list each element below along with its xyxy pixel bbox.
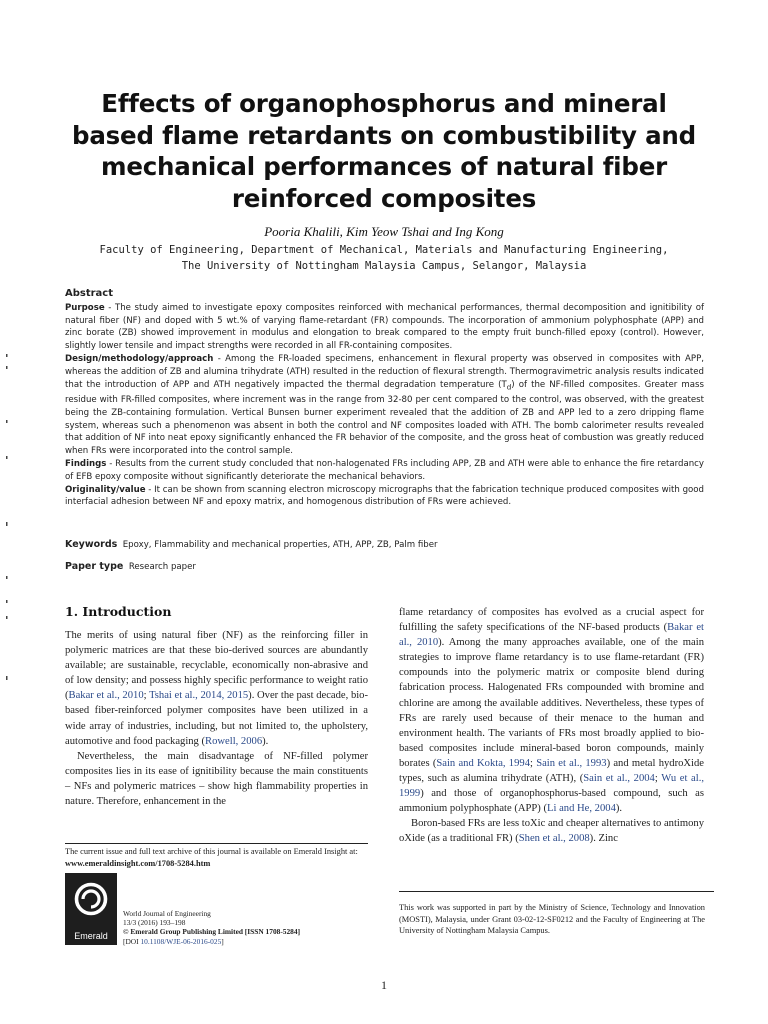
design-subscript: d [506, 382, 512, 392]
funding-note: This work was supported in part by the Ministry of Science, Technology and Innovation (MOSTI), Malaysia, under Grant 03-02-12-SF0212 and the Faculty of Engineering at The University of Nottingham Malaysia Campus. [399, 903, 705, 935]
doi-prefix: [DOI [123, 936, 141, 946]
paper-type-label: Paper type [65, 561, 124, 572]
citation-link[interactable]: Li and He, 2004 [547, 803, 616, 815]
affiliation-line-2: The University of Nottingham Malaysia Campus, Selangor, Malaysia [181, 260, 587, 272]
right-column [399, 605, 704, 847]
paper-title: Effects of organophosphorus and mineral based flame retardants on combustibility and mechanical performances of natural fiber reinforced composites [72, 89, 696, 213]
affiliation [0, 242, 768, 274]
abstract-design [65, 353, 704, 458]
originality-text: - It can be shown from scanning electron microscopy micrographs that the fabrication technique produced composites with good interfacial adhesion between NF and epoxy matrix, and homogenous distribution of FRs were achieved. [65, 484, 704, 508]
originality-label: Originality/value [65, 484, 146, 495]
abstract-heading: Abstract [65, 288, 114, 299]
intro-paragraph-4 [399, 816, 704, 846]
left-column [65, 628, 368, 809]
findings-label: Findings [65, 459, 107, 470]
journal-info [123, 909, 300, 946]
intro-paragraph-1 [65, 628, 368, 749]
paper-type [65, 561, 196, 572]
citation-link[interactable]: Sain et al., 1993 [536, 757, 607, 769]
purpose-text: - The study aimed to investigate epoxy composites reinforced with mechanical performances, thermal decomposition and ignitibility of natural fiber (NF) and doped with 5 wt.% of varying flame-retardant (FR) compounds. The incorporation of ammonium polyphosphate (APP) and zinc borate (ZB) showed improvement in modulus and elongation to break compared to the empty fruit bunch-filled epoxy (control). However, slightly lower tensile and impact strengths were recorded in all FR-containing composites. [65, 302, 704, 352]
intro-paragraph-2: Nevertheless, the main disadvantage of NF-filled polymer composites lies in its ease of ignitibility because the main constituents – NFs and polymeric matrices – show high flammability properties in nature. Therefore, enhancement in the [65, 750, 368, 808]
design-label: Design/methodology/approach [65, 353, 214, 364]
abstract-originality [65, 484, 704, 510]
publisher-line: © Emerald Group Publishing Limited [ISSN 1708-5284] [123, 927, 301, 937]
text-run: The merits of using natural fiber (NF) as the reinforcing filler in polymeric matrices are that these bio-derived sources are abundantly available; are sustainable, recyclable, economically non-abrasive and of low density; and possess highly specific performance to weight ratio ( [65, 630, 368, 702]
affiliation-line-1: Faculty of Engineering, Department of Mechanical, Materials and Manufacturing Engineering, [99, 244, 669, 256]
section-heading: 1. Introduction [65, 604, 172, 619]
emerald-logo-mark-icon [73, 880, 109, 918]
purpose-label: Purpose [65, 302, 105, 313]
journal-name: World Journal of Engineering [123, 909, 211, 918]
keywords [65, 539, 705, 550]
text-run: ) and those of organophosphorus-based compound, such as ammonium polyphosphate (APP) ( [399, 788, 704, 815]
journal-volume: 13/3 (2016) 193–198 [123, 918, 186, 928]
citation-link[interactable]: Shen et al., 2008 [518, 833, 590, 845]
findings-text: - Results from the current study concluded that non-halogenated FRs including APP, ZB and ATH were able to enhance the fire retardancy of EFB epoxy composite without significantly deteriorate the mechanical behaviors. [65, 459, 704, 482]
abstract-block [65, 288, 704, 509]
doi-suffix: ] [221, 936, 224, 946]
paper-authors: Pooria Khalili, Kim Yeow Tshai and Ing Kong [264, 224, 504, 239]
footnote-rule-right [399, 891, 714, 892]
text-run: ). Over the past decade, bio-based fiber-reinforced polymer composites have been utilized in a wide array of industries, including, but not limited to, the upholstery, automotive and food packaging ( [65, 690, 369, 747]
keywords-label: Keywords [65, 539, 118, 550]
scan-edge-marks [5, 354, 10, 694]
text-run: ) and metal hydroXide types, such as alumina trihydrate (ATH), ( [399, 757, 704, 785]
text-run: ). Zinc [589, 833, 618, 845]
design-text-2: ) of the NF-filled composites. Greater mass residue with FR-filled composites, where increment was in the range from 32-80 per cent compared to the control, was observed, with the greatest being the ZB-containing formulation. Vertical Bunsen burner experiment revealed that the addition of ZB and APP led to a zero dripping flame system, whereas such a phenomenon was absent in both the control and NF composites loaded with ATH. The bomb calorimeter results revealed that addition of NF into neat epoxy significantly enhanced the FR behavior of the composite, and the gross heat of combustion was greatly reduced when FRs were incorporated into the control sample. [65, 379, 704, 457]
text-run: ). [615, 803, 623, 815]
text-run: ; [530, 757, 537, 769]
citation-link[interactable]: Wu et al., 1999 [399, 773, 705, 800]
text-run: ; [143, 690, 150, 702]
text-run: flame retardancy of composites has evolved as a crucial aspect for fulfilling the safety specifications of the NF-based products ( [399, 607, 704, 634]
footnote-rule-left [65, 843, 368, 844]
paper-type-text: Research paper [128, 562, 196, 572]
page-number: 1 [381, 978, 387, 992]
abstract-purpose [65, 302, 704, 353]
intro-paragraph-3 [399, 605, 704, 816]
emerald-logo-text: Emerald [74, 931, 108, 941]
citation-link[interactable]: Rowell, 2006 [205, 735, 263, 747]
text-run: ). Among the many approaches available, one of the main strategies to improve flame retardancy is to use flame-retardant (FR) compounds into the polymeric matrix or composite blend during fabrication process. Halogenated FRs compounded with bromine and chlorine are among the available additives. Nevertheless, these types of FRs are rarely used because of their menace to the human and environment health. The variants of FRs most broadly applied to bio-based composites include mineral-based boron compounds, mainly borates ( [399, 637, 704, 769]
citation-link[interactable]: Sain et al., 2004 [583, 773, 655, 785]
text-run: ). [262, 735, 269, 747]
citation-link[interactable]: Tshai et al., 2014, 2015 [149, 690, 249, 702]
text-run: Boron-based FRs are less toXic and cheaper alternatives to antimony oXide (as a traditional FR) ( [399, 818, 704, 845]
archive-text: The current issue and full text archive of this journal is available on Emerald Insight at: [65, 847, 358, 856]
citation-link[interactable]: Sain and Kokta, 1994 [436, 757, 530, 769]
abstract-findings [65, 458, 704, 484]
archive-url-link[interactable]: www.emeraldinsight.com/1708-5284.htm [65, 858, 211, 868]
doi-link[interactable]: 10.1108/WJE-06-2016-025 [140, 936, 222, 946]
citation-link[interactable]: Bakar et al., 2010 [399, 622, 704, 649]
text-run: ; [654, 773, 662, 785]
citation-link[interactable]: Bakar et al., 2010 [68, 690, 144, 702]
doi-line [123, 937, 300, 946]
archive-notice [65, 846, 370, 869]
design-text-1: - Among the FR-loaded specimens, enhancement in flexural property was observed in composites with APP, whereas the addition of ZB and alumina trihydrate (ATH) resulted in the reduction of flexural strength. Thermogravimetric analysis results indicated that the introduction of APP and ATH negatively impacted the thermal degradation temperature (T [65, 353, 704, 390]
emerald-logo [65, 873, 117, 945]
keywords-text: Epoxy, Flammability and mechanical properties, ATH, APP, ZB, Palm fiber [122, 540, 438, 550]
